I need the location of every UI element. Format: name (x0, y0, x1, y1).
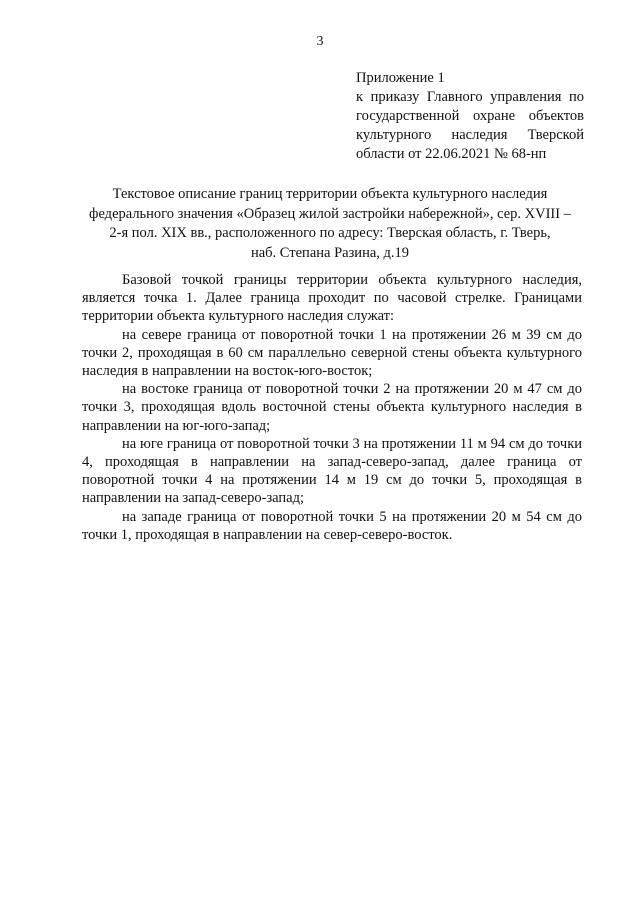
paragraph-west (82, 508, 582, 544)
title-line: 2-я пол. XIX вв., расположенного по адресу: Тверская область, г. Тверь, (109, 225, 551, 241)
document-body (82, 271, 582, 544)
body-line: точки 3, проходящая вдоль восточной стены объекта культурного наследия в (82, 399, 582, 416)
paragraph-east (82, 380, 582, 435)
title-line: наб. Степана Разина, д.19 (250, 244, 410, 261)
document-title (80, 185, 580, 263)
body-line: точки 1, проходящая в направлении на север-северо-восток. (82, 526, 453, 543)
appendix-line: к приказу Главного управления по (356, 89, 584, 105)
body-line: наследия в направлении на восток-юго-восток; (82, 363, 373, 380)
title-line: Текстовое описание границ территории объекта культурного наследия (112, 186, 548, 202)
body-line: Базовой точкой границы территории объекта культурного наследия, (122, 272, 582, 288)
body-line: на юге граница от поворотной точки 3 на протяжении 11 м 94 см до точки (122, 435, 582, 452)
body-line: поворотной точки 4 на протяжении 14 м 19 см до точки 5, проходящая в (82, 472, 582, 489)
paragraph-south (82, 435, 582, 508)
appendix-block (356, 69, 584, 164)
title-line: федерального значения «Образец жилой застройки набережной», сер. XVIII – (89, 205, 571, 222)
page-number: 3 (316, 34, 324, 49)
body-line: является точка 1. Далее граница проходит по часовой стрелке. Границами (82, 290, 582, 307)
body-line: 4, проходящая в направлении на запад-северо-запад, далее граница от (82, 454, 582, 471)
body-line: точки 2, проходящая в 60 см параллельно северной стены объекта культурного (82, 344, 582, 361)
paragraph-base-point (82, 271, 582, 326)
appendix-line: государственной охране объектов (356, 108, 584, 124)
body-line: направлении на запад-северо-запад; (82, 490, 305, 507)
appendix-line: области от 22.06.2021 № 68-нп (356, 146, 547, 162)
paragraph-north (82, 326, 582, 381)
appendix-line: Приложение 1 (356, 70, 445, 86)
body-line: на западе граница от поворотной точки 5 на протяжении 20 м 54 см до (122, 508, 582, 525)
appendix-line: культурного наследия Тверской (356, 127, 584, 143)
body-line: территории объекта культурного наследия служат: (82, 308, 395, 325)
body-line: направлении на юг-юго-запад; (82, 417, 271, 434)
body-line: на востоке граница от поворотной точки 2 на протяжении 20 м 47 см до (122, 381, 582, 398)
body-line: на севере граница от поворотной точки 1 на протяжении 26 м 39 см до (122, 326, 582, 343)
